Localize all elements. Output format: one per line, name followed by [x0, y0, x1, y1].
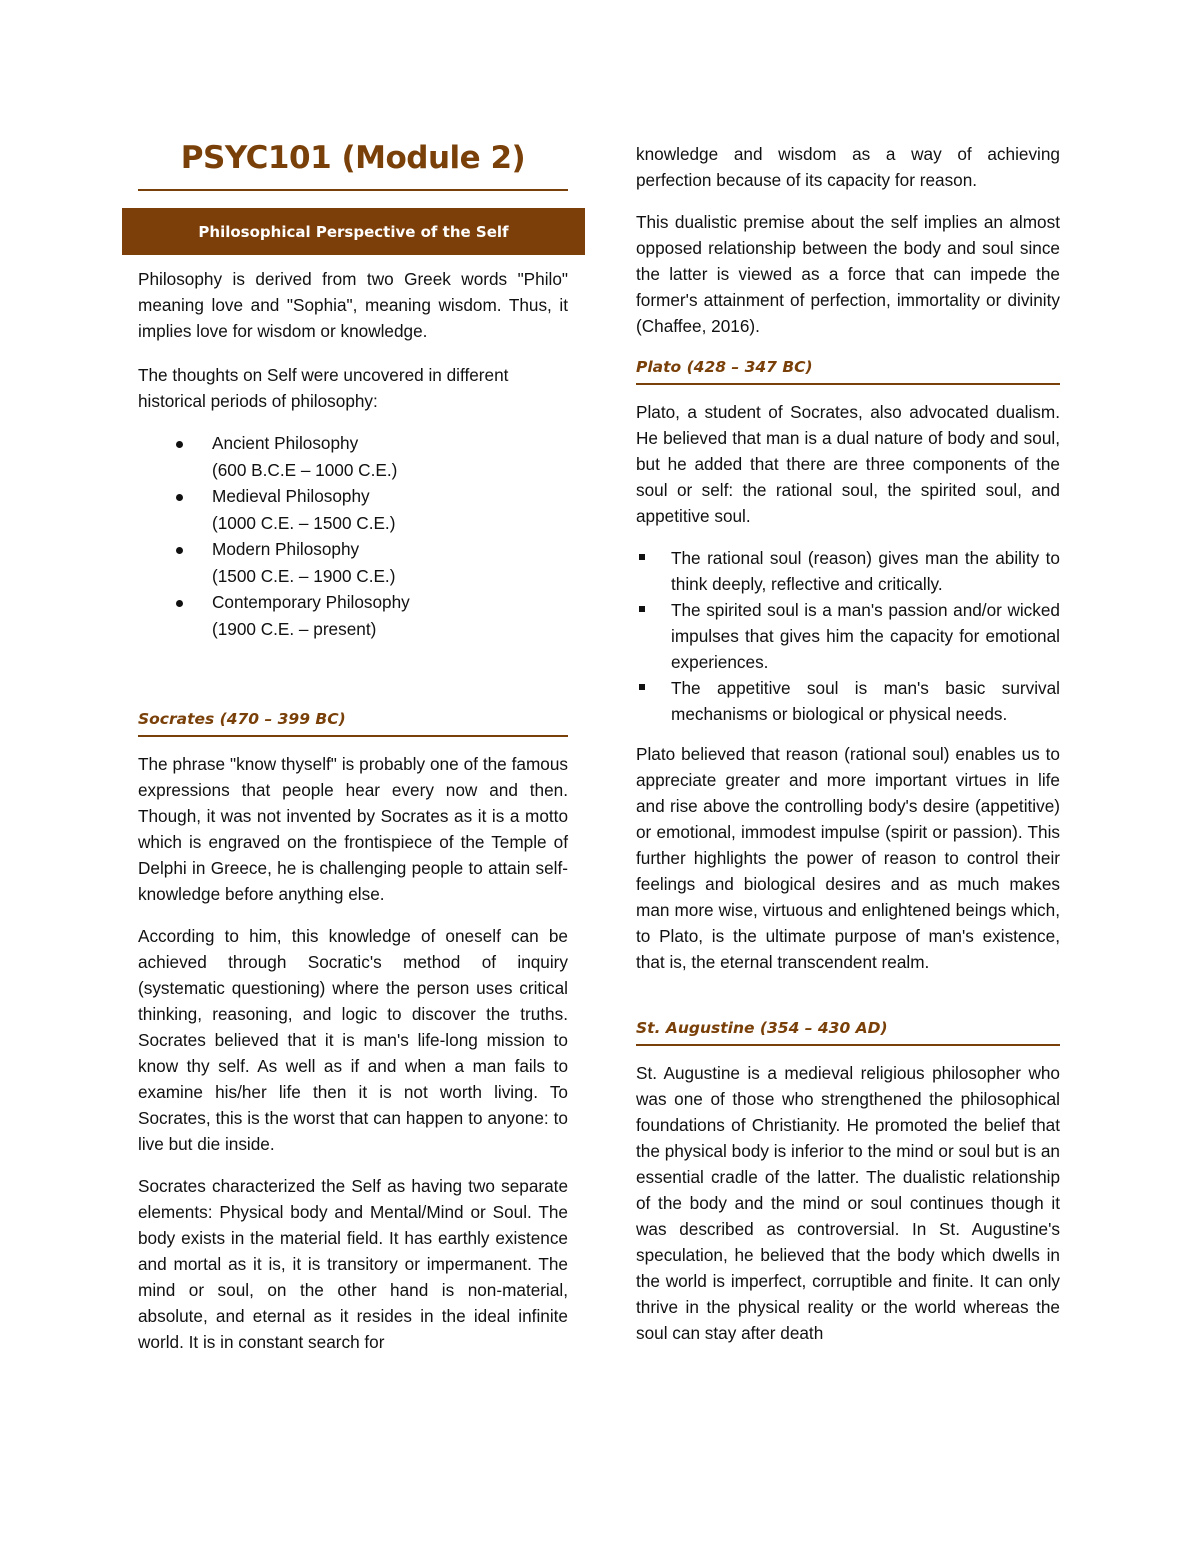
- plato-paragraph-2: Plato believed that reason (rational soul) enables us to appreciate greater and more important virtues in life and rise above the controlling body's desire (appetitive) or emotional, immodest impulse (spirit or passion). This further highlights the power of reason to control their feelings and biological desires and as much makes man more wise, virtuous and enlightened beings which, to Plato, is the ultimate purpose of man's existence, that is, the eternal transcendent realm.: [636, 744, 1060, 972]
- socrates-paragraph-2: According to him, this knowledge of oneself can be achieved through Socratic's method of inquiry (systematic questioning) where the person uses critical thinking, reasoning, and logic to discover the truths. Socrates believed that it is man's life-long mission to know thy self. As well as if and when a man fails to examine his/her life then it is not worth living. To Socrates, this is the worst that can happen to anyone: to live but die inside.: [138, 926, 568, 1154]
- socrates-paragraph-3: Socrates characterized the Self as having two separate elements: Physical body and Mental/Mind or Soul. The body exists in the material field. It has earthly existence and mortal as it is, it is transitory or impermanent. The mind or soul, on the other hand is non-material, absolute, and eternal as it resides in the ideal infinite world. It is in constant search for: [138, 1176, 568, 1352]
- intro-block: [138, 266, 568, 642]
- plato-paragraph-1: Plato, a student of Socrates, also advocated dualism. He believed that man is a dual nature of body and soul, but he added that there are three components of the soul or self: the rational soul, the spirited soul, and appetitive soul.: [636, 402, 1060, 526]
- list-item: The appetitive soul is man's basic survival mechanisms or biological or physical needs.: [636, 675, 1060, 727]
- plato-section: [636, 358, 1060, 991]
- list-item: Contemporary Philosophy (1900 C.E. – present): [138, 589, 568, 642]
- bullet-icon: [176, 600, 183, 607]
- page-title: PSYC101 (Module 2): [180, 140, 526, 176]
- list-item: Modern Philosophy (1500 C.E. – 1900 C.E.): [138, 536, 568, 589]
- intro-paragraph: Philosophy is derived from two Greek words "Philo" meaning love and "Sophia", meaning wisdom. Thus, it implies love for wisdom or knowledge.: [138, 269, 568, 341]
- bullet-icon: [176, 547, 183, 554]
- title-underline: [138, 189, 568, 191]
- souls-list: [636, 545, 1060, 727]
- augustine-section: [636, 1019, 1060, 1362]
- socrates-paragraph-4: This dualistic premise about the self implies an almost opposed relationship between the body and soul since the latter is viewed as a force that can impede the former's attainment of perfection, immortality or divinity (Chaffee, 2016).: [636, 212, 1060, 336]
- list-item: Ancient Philosophy (600 B.C.E – 1000 C.E.): [138, 430, 568, 483]
- socrates-section: [138, 710, 568, 1371]
- socrates-paragraph-1: The phrase "know thyself" is probably one of the famous expressions that people hear every now and then. Though, it was not invented by Socrates as it is a motto which is engraved on the frontispiece of the Temple of Delphi in Greece, he is challenging people to attain self-knowledge before anything else.: [138, 754, 568, 904]
- periods-list: [138, 430, 568, 642]
- square-bullet-icon: [639, 606, 645, 612]
- square-bullet-icon: [639, 554, 645, 560]
- augustine-paragraph-1: St. Augustine is a medieval religious philosopher who was one of those who strengthened the philosophical foundations of Christianity. He promoted the belief that the physical body is inferior to the mind or soul but is an essential cradle of the latter. The dualistic relationship of the body and the mind or soul continues though it was described as controversial. In St. Augustine's speculation, he believed that the body which dwells in the world is imperfect, corruptible and finite. It can only thrive in the physical reality or the world whereas the soul can stay after death: [636, 1063, 1060, 1343]
- periods-intro-paragraph: The thoughts on Self were uncovered in different historical periods of philosophy:: [138, 365, 509, 411]
- section-banner: [122, 208, 585, 255]
- list-item: Medieval Philosophy (1000 C.E. – 1500 C.E.): [138, 483, 568, 536]
- bullet-icon: [176, 441, 183, 448]
- section-banner-label: Philosophical Perspective of the Self: [198, 222, 509, 241]
- plato-heading: Plato (428 – 347 BC): [636, 358, 1060, 385]
- socrates-heading: Socrates (470 – 399 BC): [138, 710, 568, 737]
- list-item: The rational soul (reason) gives man the ability to think deeply, reflective and critically.: [636, 545, 1060, 597]
- augustine-heading: St. Augustine (354 – 430 AD): [636, 1019, 1060, 1046]
- square-bullet-icon: [639, 684, 645, 690]
- socrates-paragraph-3-continued: knowledge and wisdom as a way of achieving perfection because of its capacity for reason.: [636, 144, 1060, 190]
- bullet-icon: [176, 494, 183, 501]
- right-column-top: [636, 141, 1060, 355]
- list-item: The spirited soul is a man's passion and/or wicked impulses that gives him the capacity for emotional experiences.: [636, 597, 1060, 675]
